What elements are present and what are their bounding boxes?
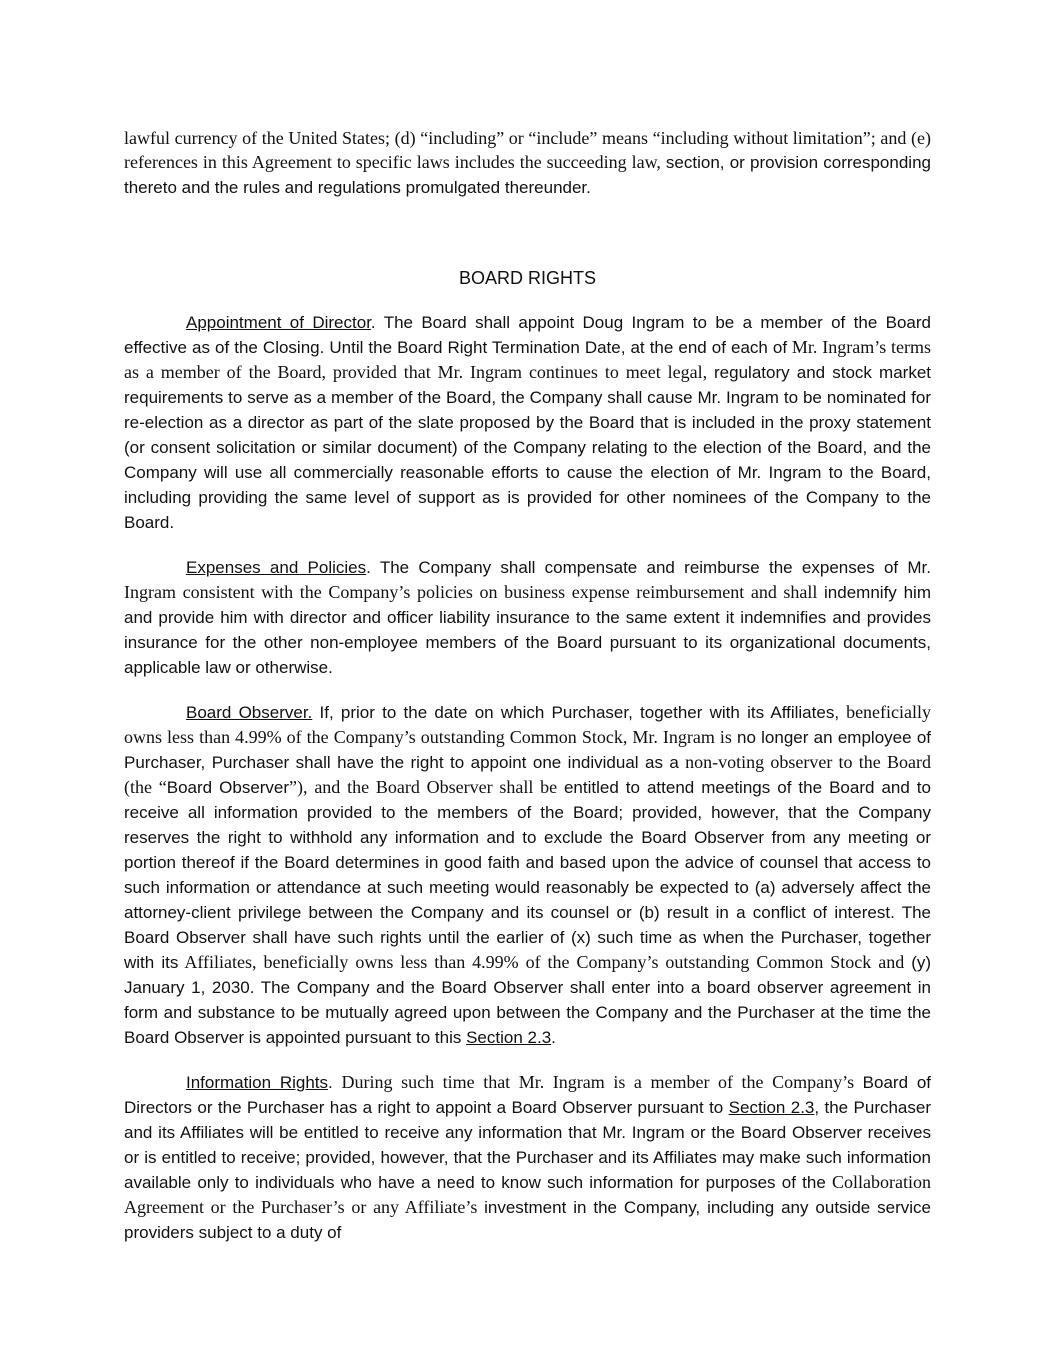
information-text-2: During such time that Mr. Ingram is a member of the Company’s [341, 1072, 855, 1092]
observer-text-7: Affiliates, beneficially owns less than 4.99% of the Company’s outstanding Common Stock and [184, 952, 905, 972]
observer-paragraph [124, 700, 931, 1050]
information-text-1: . [328, 1073, 342, 1092]
expenses-title: Expenses and Policies [186, 558, 367, 577]
appointment-text-2: Mr. Ingram’s terms as a member of the Board, provided that Mr. Ingram continues to meet legal, [124, 337, 931, 382]
intro-text-1: lawful currency of the United States; (d) “including” or “include” means “including without limitation”; and (e) references in this Agreement to specific laws includes the succeeding law, [124, 128, 931, 172]
observer-text-5: ”), and the Board Observer shall be [289, 777, 558, 797]
information-paragraph [124, 1070, 931, 1245]
appointment-text-3: regulatory and stock market requirements to serve as a member of the Board, the Company shall cause Mr. Ingram to be nominated for re-election as a director as part of the slate proposed by the Board that is included in the proxy statement (or consent solicitation or similar document) of the Company relating to the election of the Board, and the Company will use all commercially reasonable efforts to cause the election of Mr. Ingram to the Board, including providing the same level of support as is provided for other nominees of the Company to the Board. [124, 363, 931, 532]
observer-text-1: If, prior to the date on which Purchaser, together with its Affiliates, [312, 703, 840, 722]
appointment-paragraph [124, 310, 931, 535]
observer-section-ref[interactable]: Section 2.3 [466, 1028, 552, 1047]
information-text-4: , the Purchaser and its Affiliates will be entitled to receive any information that Mr. Ingram or the Board Observer receives or is entitled to receive; provided, however, that the Purchaser and its Affiliates may make such information available only to individuals who have a need to know such information for purposes of the [124, 1098, 932, 1192]
information-text-3: Board of Directors or the Purchaser has a right to appoint a Board Observer pursuant to [124, 1073, 931, 1117]
expenses-text-2: Ingram consistent with the Company’s policies on business expense reimbursement and shall [124, 582, 818, 602]
observer-text-6: entitled to attend meetings of the Board and to receive all information provided to the members of the Board; provided, however, that the Company reserves the right to withhold any information and to exclude the Board Observer from any meeting or portion thereof if the Board determines in good faith and based upon the advice of counsel that access to such information or attendance at such meeting would reasonably be expected to (a) adversely affect the attorney-client privilege between the Company and its counsel or (b) result in a conflict of interest. The Board Observer shall have such rights until the earlier of (x) such time as when the Purchaser, together with its [124, 778, 931, 972]
observer-title: Board Observer. [186, 703, 313, 722]
information-title: Information Rights [186, 1073, 329, 1092]
section-heading: BOARD RIGHTS [458, 268, 596, 288]
information-text-5: Collaboration Agreement or the Purchaser’s or any Affiliate’s [124, 1172, 931, 1217]
information-section-ref[interactable]: Section 2.3 [728, 1098, 815, 1117]
observer-text-2: beneficially owns less than 4.99% of the Company’s outstanding Common Stock, Mr. Ingram is [124, 702, 932, 747]
appointment-title: Appointment of Director [186, 313, 371, 332]
document-page [124, 126, 931, 1265]
observer-text-8: (y) January 1, 2030. The Company and the Board Observer shall enter into a board observer agreement in form and substance to be mutually agreed upon between the Company and the Purchaser at the time the Board Observer is appointed pursuant to this [124, 953, 932, 1047]
observer-text-3: no longer an employee of Purchaser, Purchaser shall have the right to appoint one individual as a [124, 728, 931, 772]
observer-defined-term: Board Observer [166, 778, 290, 797]
observer-text-4: non-voting observer to the Board (the “ [124, 752, 931, 797]
information-text-6: investment in the Company, including any outside service providers subject to a duty of [124, 1198, 932, 1242]
intro-paragraph [124, 126, 931, 200]
expenses-paragraph [124, 555, 931, 680]
observer-text-9: . [551, 1028, 556, 1047]
expenses-text-1: . The Company shall compensate and reimburse the expenses of Mr. [366, 558, 932, 577]
expenses-text-3: indemnify him and provide him with director and officer liability insurance to the same extent it indemnifies and provides insurance for the other non-employee members of the Board pursuant to its organizational documents, applicable law or otherwise. [124, 583, 931, 677]
appointment-text-1: . The Board shall appoint Doug Ingram to be a member of the Board effective as of the Closing. Until the Board Right Termination Date, at the end of each of [124, 313, 931, 357]
intro-text-2: section, or provision corresponding thereto and the rules and regulations promulgated thereunder. [124, 153, 931, 197]
